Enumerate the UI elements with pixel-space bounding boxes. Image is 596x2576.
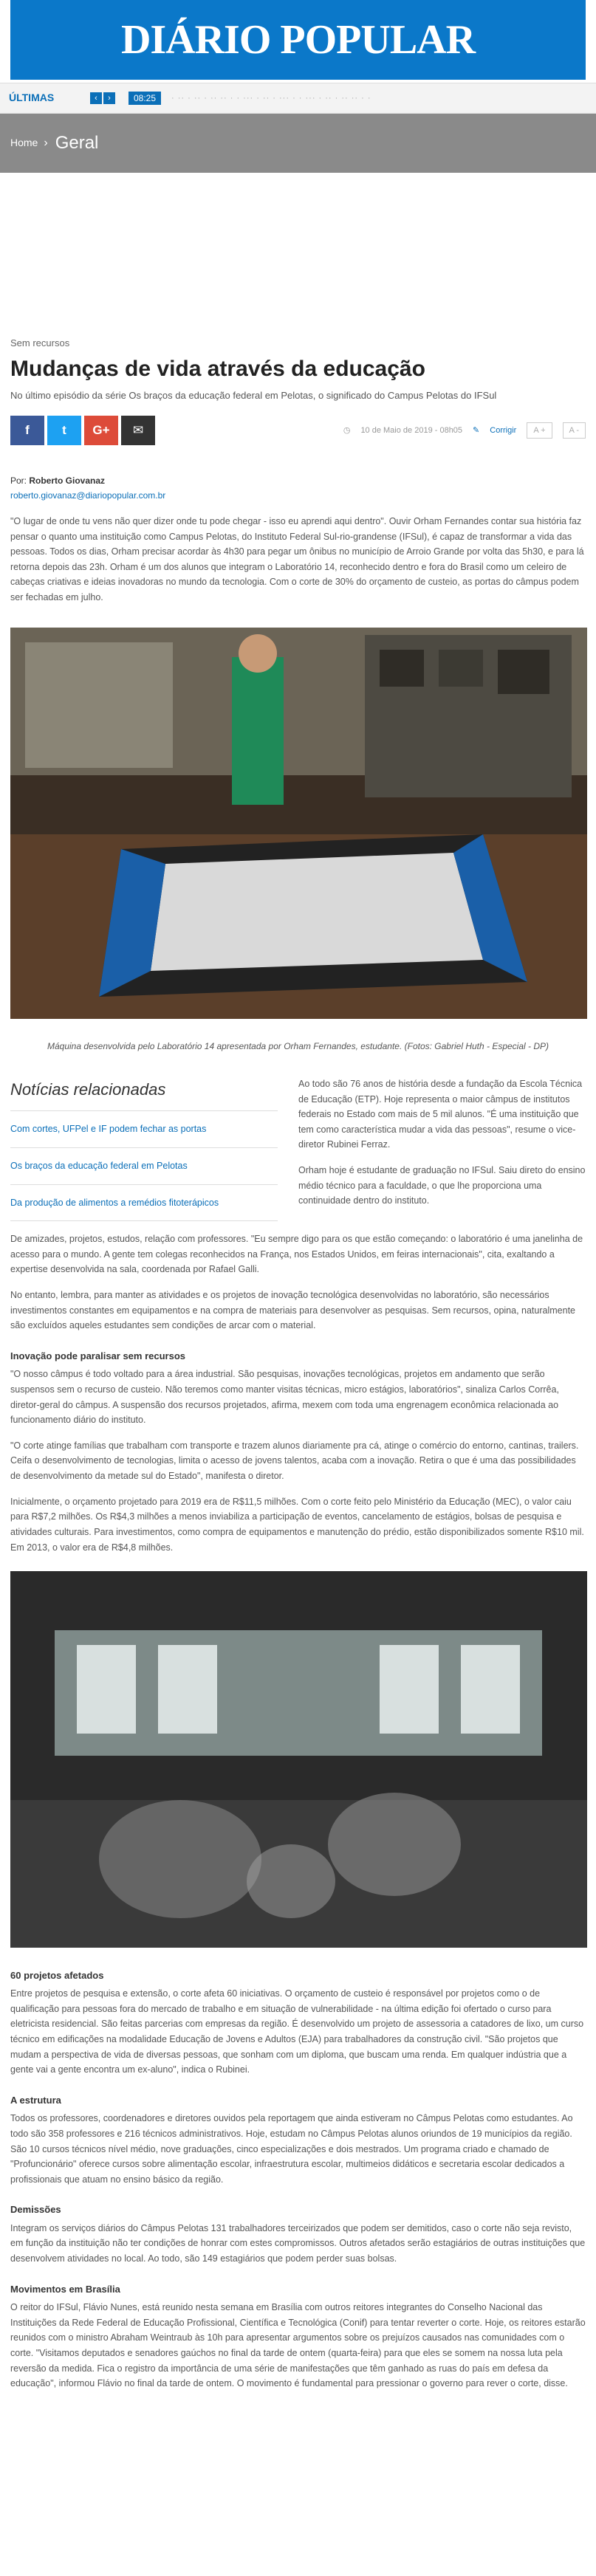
related-news-link[interactable]: Com cortes, UFPel e IF podem fechar as portas xyxy=(10,1111,278,1148)
breadcrumb-separator-icon: › xyxy=(44,136,48,149)
pencil-icon[interactable]: ✎ xyxy=(473,426,480,436)
section-heading: Movimentos em Brasília xyxy=(10,2283,120,2295)
author-block xyxy=(10,474,586,504)
logo-band[interactable] xyxy=(10,0,586,80)
related-and-text xyxy=(10,1076,586,1221)
author-name: Roberto Giovanaz xyxy=(29,475,106,487)
email-share-button[interactable]: ✉ xyxy=(121,416,155,445)
breadcrumb-home-link[interactable]: Home xyxy=(10,137,38,149)
twitter-share-button[interactable]: t xyxy=(47,416,81,445)
section-heading: 60 projetos afetados xyxy=(10,1969,104,1981)
publish-date: 10 de Maio de 2019 - 08h05 xyxy=(360,426,463,436)
article-meta xyxy=(343,422,586,439)
share-bar xyxy=(10,415,586,446)
body-paragraph: Entre projetos de pesquisa e extensão, o corte afeta 60 iniciativas. O orçamento de custeio é responsável por projetos como o de qualificação para pessoas fora do mercado de trabalho e em situação de vulnerabilidade - na última edição foi ofertado o curso para eletricista residencial. São feitas parcerias com empresas da região. É desenvolvido um projeto de assessoria a catadores de lixo, um curso técnico em edificações na modalidade Educação de Jovens e Adultos (EJA) para trabalhadores da construção civil. "São projetos que mudam a perspectiva de vida de diversas pessoas, que sonham com um diploma, que buscam uma renda. Em qualquer indústria que a gente vai a gente encontra um ex-aluno", indica o Rubinei. xyxy=(10,1988,584,2075)
author-email-link[interactable]: roberto.giovanaz@diariopopular.com.br xyxy=(10,490,166,501)
related-news-link[interactable]: Da produção de alimentos a remédios fitoterápicos xyxy=(10,1185,278,1222)
body-paragraph: Ao todo são 76 anos de história desde a fundação da Escola Técnica de Educação (ETP). Hoje representa o maior câmpus de institutos federais no Estado com mais de 5 mil alunos. "É uma instituição que tem como característica mudar a vida das pessoas", resume o vice-diretor Rubinei Ferraz. xyxy=(298,1078,583,1150)
author-prefix: Por: xyxy=(10,475,30,487)
body-paragraph: Todos os professores, coordenadores e diretores ouvidos pela reportagem que ainda estiveram no Câmpus Pelotas como estudantes. Ao todo são 358 professores e 216 técnicos administrativos. Hoje, estudam no Câmpus Pelotas alunos oriundos de 19 municípios da região. São 10 cursos técnicos nível médio, nove graduações, cinco especializações e dois mestrados. Um programa criado e chamado de "Profuncionário" oferece cursos sobre alimentação escolar, infraestrutura escolar, multimeios didáticos e secretaria escolar dedicados a profissionais que atuam no ensino básico da região. xyxy=(10,2113,573,2185)
news-ticker xyxy=(0,83,596,114)
article-subtitle: No último episódio da série Os braços da educação federal em Pelotas, o significado do Campus Pelotas do IFSul xyxy=(10,389,497,401)
font-decrease-button[interactable]: A - xyxy=(563,422,586,439)
article-kicker: Sem recursos xyxy=(10,337,70,348)
breadcrumb-current[interactable]: Geral xyxy=(55,133,99,154)
body-paragraph: Integram os serviços diários do Câmpus Pelotas 131 trabalhadores terceirizados que podem ser demitidos, caso o corte não seja revisto, em função da instituição não ter condições de honrar com estes compromissos. Outros afetados serão estagiários de outras instituições que desenvolvem atividades no local. Ao todo, são 149 estagiários que podem perder suas bolsas. xyxy=(10,2222,586,2264)
section-heading: Demissões xyxy=(10,2204,61,2216)
figure-laboratory xyxy=(10,628,586,1054)
googleplus-share-button[interactable]: G+ xyxy=(84,416,118,445)
ticker-next-button[interactable]: › xyxy=(103,92,115,104)
chemistry-lab-photo xyxy=(10,1571,587,1948)
figure-caption: Máquina desenvolvida pelo Laboratório 14 apresentada por Orham Fernandes, estudante. (Fotos: Gabriel Huth - Especial - DP) xyxy=(47,1041,549,1052)
clock-icon: ◷ xyxy=(343,426,351,436)
section-heading: Inovação pode paralisar sem recursos xyxy=(10,1350,185,1361)
body-paragraph: O reitor do IFSul, Flávio Nunes, está reunido nesta semana em Brasília com outros reitores integrantes do Conselho Nacional das Instituições da Rede Federal de Educação Profissional, Científica e Tecnológica (Conif) para tentar reverter o corte. Hoje, os reitores estarão reunidos com o ministro Abraham Weintraub às 10h para apresentar argumentos sobre os prejuízos causados nas comunidades com o corte. "Visitamos deputados e senadores gaúchos no final da tarde de ontem (quarta-feira) para que eles se somem na nossa luta pela reversão da medida. Fica o registro da importância de uma série de manifestações que têm ganhado as ruas do país em defesa da educação", informou Flávio no final da tarde de ontem. O movimento é fundamental para pressionar o governo para rever o corte, disse. xyxy=(10,2302,586,2389)
body-paragraph: Inicialmente, o orçamento projetado para 2019 era de R$11,5 milhões. Com o corte feito pelo Ministério da Educação (MEC), o valor caiu para R$7,2 milhões. Os R$4,3 milhões a menos inviabiliza a participação de eventos, cancelamento de estágios, bolsas de pesquisa e atividades culturais. Para investimentos, como compra de equipamentos e manutenção do prédio, estão disponibilizados somente R$10 mil. Em 2013, o valor era de R$4,8 milhões. xyxy=(10,1496,584,1553)
body-paragraph: "O nosso câmpus é todo voltado para a área industrial. São pesquisas, inovações tecnológicas, projetos em andamento que serão suspensos sem o recurso de custeio. Não teremos como manter visitas técnicas, micro estágios, laboratórios", sinaliza Carlos Corrêa, diretor-geral do câmpus. A suspensão dos recursos projetados, afirma, mexem com toda uma engrenagem econômica relacionada ao funcionamento diário do instituto. xyxy=(10,1369,559,1426)
related-news xyxy=(10,1076,298,1221)
article xyxy=(0,335,596,2391)
ticker-arrows xyxy=(90,92,115,104)
font-increase-button[interactable]: A + xyxy=(527,422,552,439)
ticker-prev-button[interactable]: ‹ xyxy=(90,92,102,104)
intro-paragraph: "O lugar de onde tu vens não quer dizer onde tu pode chegar - isso eu aprendi aqui dentro". Ouvir Orham Fernandes contar sua história faz pensar o quanto uma instituição como Campus Pelotas, do Instituto Federal Sul-rio-grandense (IFSul), é capaz de transformar a vida das pessoas. Todos os dias, Orham precisar acordar às 4h30 para pegar um ônibus no município de Arroio Grande por volta das 5h30, e para lá retorna depois das 23h. Orham é um dos alunos que integram o Laboratório 14, reconhecido dentro e fora do Brasil como um celeiro de cabeças criativas e ideias inovadoras no mundo da tecnologia. Com o corte de 30% do orçamento de custeio, as portas do câmpus podem ser fechadas em julho. xyxy=(10,515,584,603)
related-news-title: Notícias relacionadas xyxy=(10,1076,278,1111)
body-paragraph: "O corte atinge famílias que trabalham com transporte e trazem alunos diariamente pra cá, atinge o comércio do entorno, cantinas, trailers. Ceifa o desenvolvimento de tecnologias, limita o acesso de jovens talentos, acaba com a inovação. Retira o que é uma das possibilidades de desenvolvimento da metade sul do Estado", manifesta o diretor. xyxy=(10,1440,579,1482)
related-news-link[interactable]: Os braços da educação federal em Pelotas xyxy=(10,1148,278,1185)
body-paragraph: No entanto, lembra, para manter as atividades e os projetos de inovação tecnológica desenvolvidas no laboratório, são necessários investimentos constantes em equipamentos e na compra de materiais para desenvolver as pesquisas. Sem recursos, opina, naturalmente são excluídos aqueles estudantes sem condições de arcar com o material. xyxy=(10,1290,575,1331)
breadcrumb xyxy=(0,114,596,173)
correct-link[interactable]: Corrigir xyxy=(490,426,517,436)
facebook-share-button[interactable]: f xyxy=(10,416,44,445)
site-logo[interactable]: DIÁRIO POPULAR xyxy=(120,16,476,63)
section-heading: A estrutura xyxy=(10,2094,61,2106)
body-paragraph: De amizades, projetos, estudos, relação com professores. "Eu sempre digo para os que estão começando: o laboratório é uma janelinha de acesso para o mundo. A gente tem colegas reconhecidos na França, nos Estados Unidos, em feiras internacionais", cita, exaltando a expertise desenvolvida na sala, coordenada por Rafael Galli. xyxy=(10,1234,583,1275)
ticker-headline[interactable]: · ·· · ·· · ·· ·· · · ··· · ·· · ··· · · ··· · ·· · ·· ·· · · xyxy=(171,93,371,103)
article-title: Mudanças de vida através da educação xyxy=(10,357,425,382)
body-paragraph: Orham hoje é estudante de graduação no IFSul. Saiu direto do ensino médio técnico para a faculdade, o que lhe proporciona uma continuidade dentro do instituto. xyxy=(298,1165,586,1206)
site-header xyxy=(0,0,596,83)
side-text-column xyxy=(298,1076,586,1221)
ticker-time: 08:25 xyxy=(129,92,161,105)
laboratory-photo xyxy=(10,628,587,1019)
ticker-label: ÚLTIMAS xyxy=(9,92,55,104)
